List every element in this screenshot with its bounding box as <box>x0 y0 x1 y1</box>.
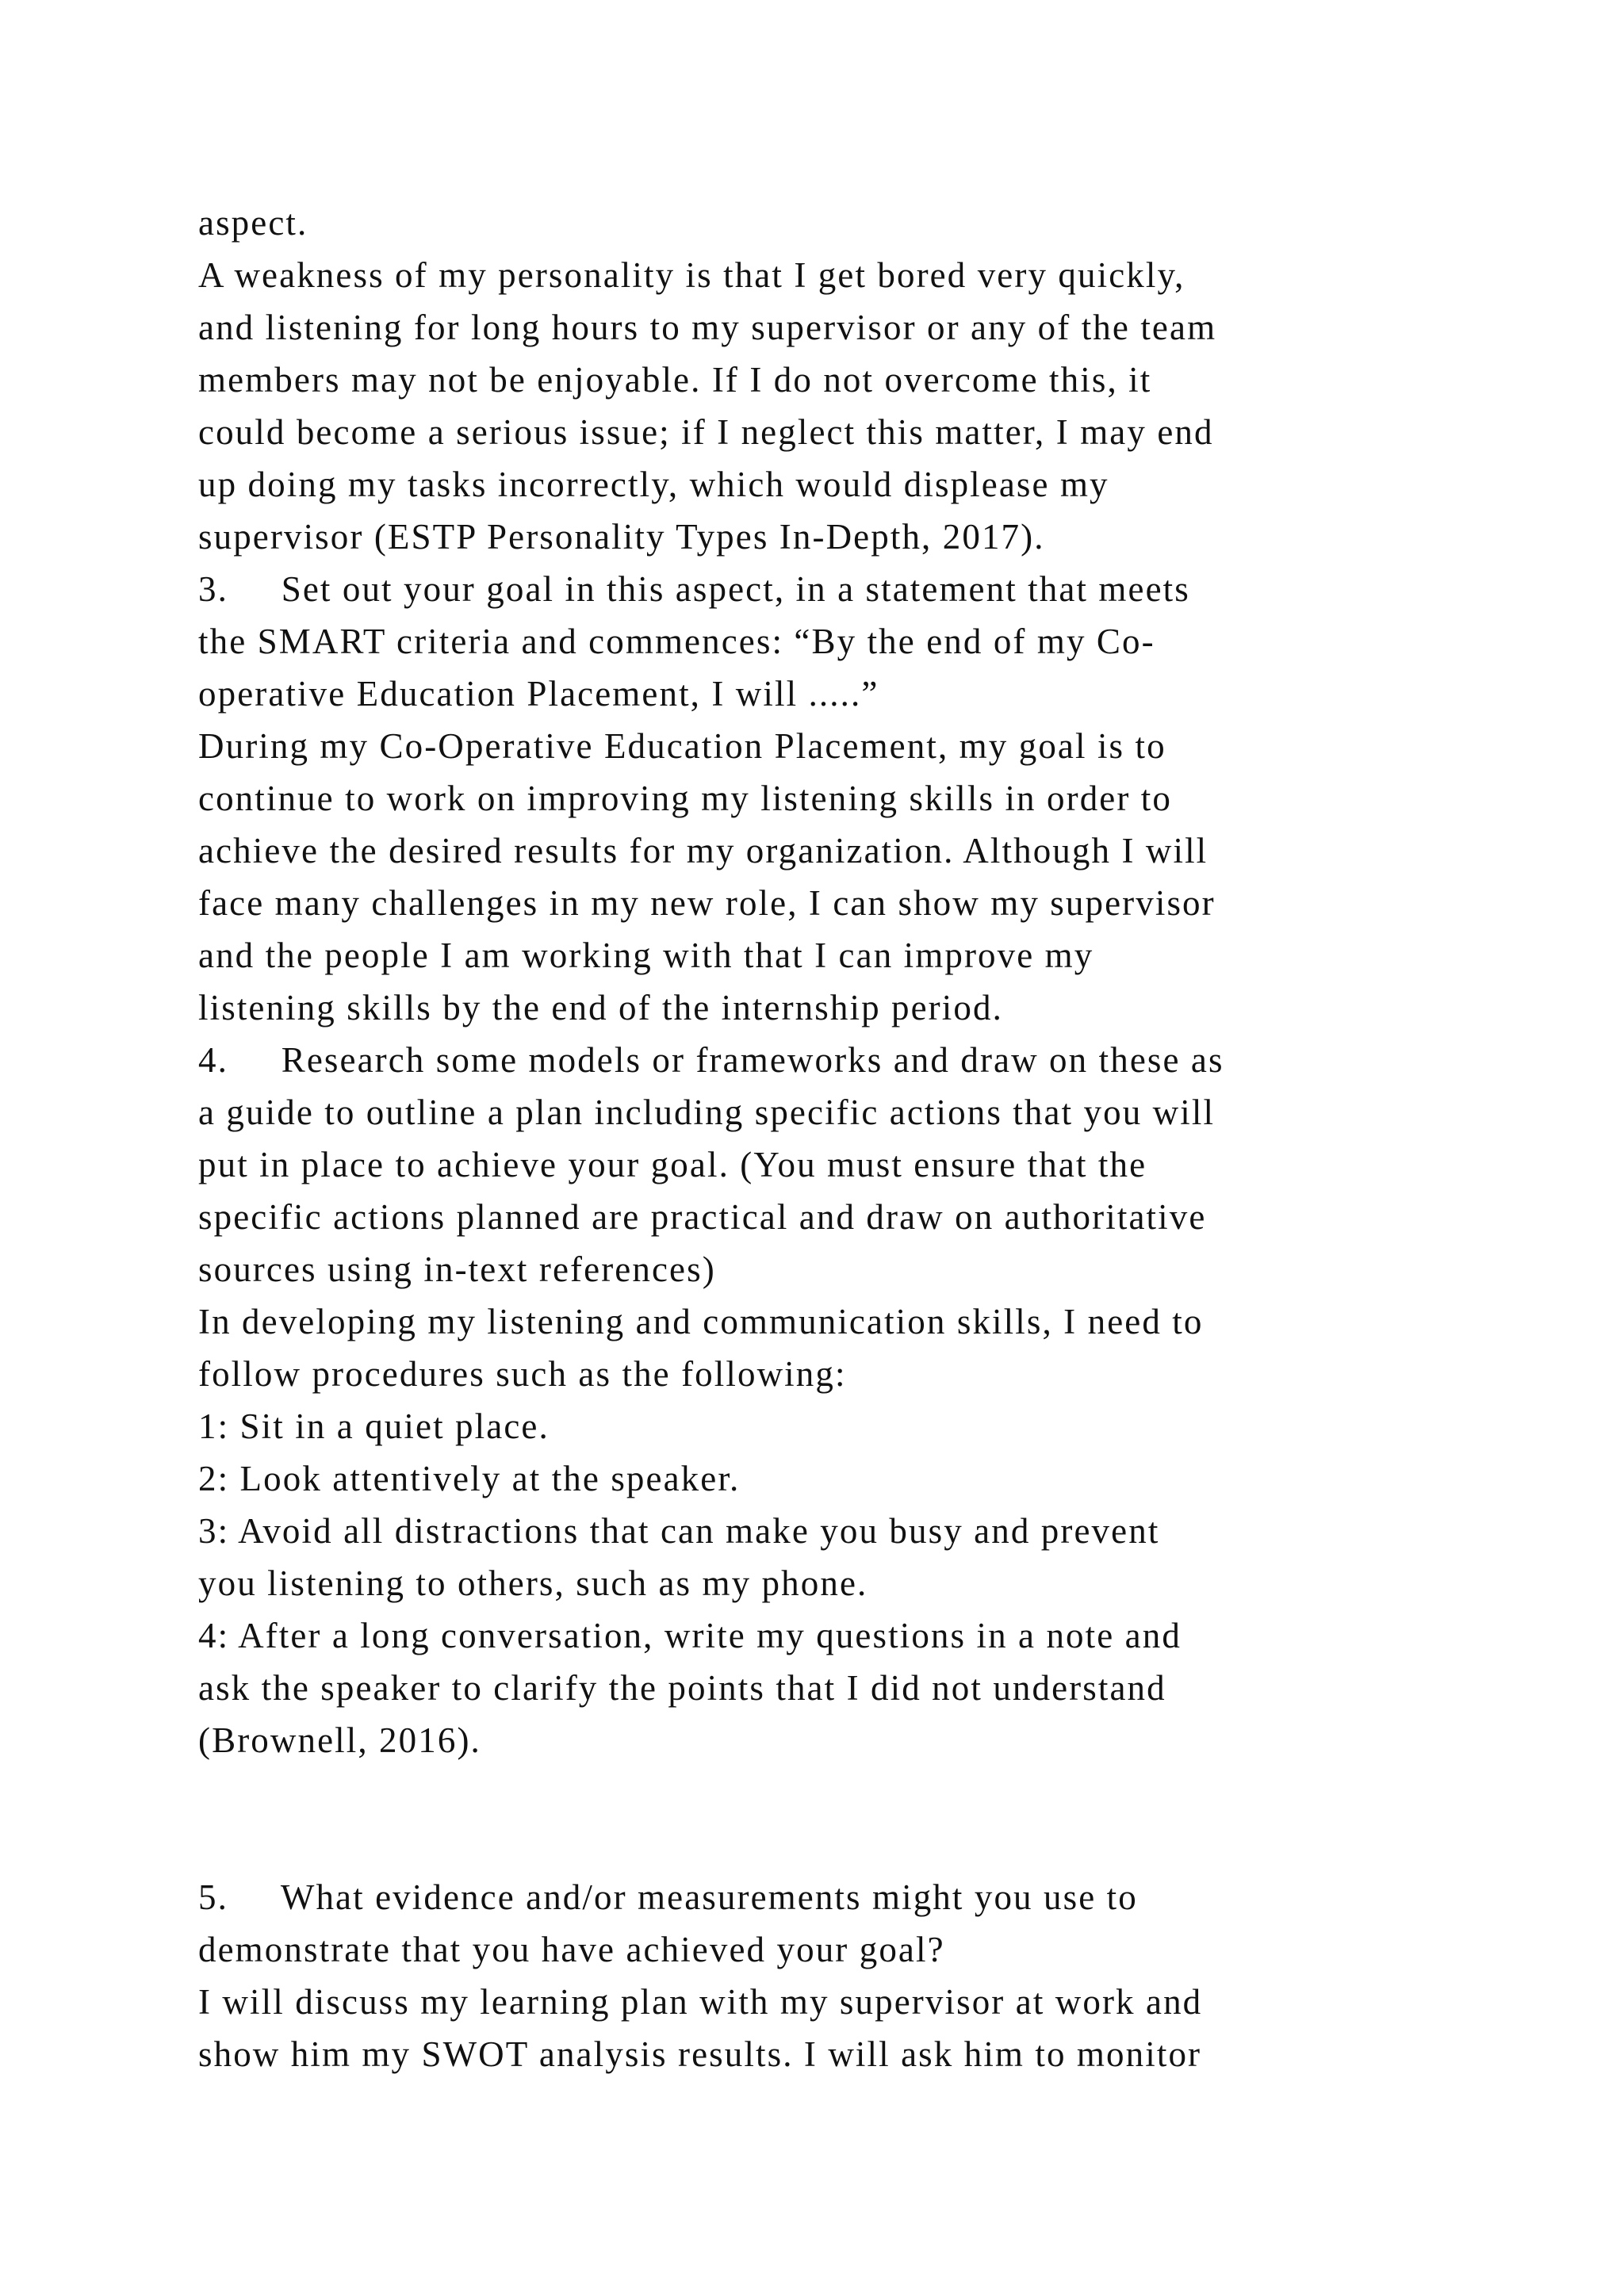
paragraph-gap <box>198 1766 1546 1871</box>
text-line: follow procedures such as the following: <box>198 1354 847 1394</box>
text-line: In developing my listening and communication skills, I need to <box>198 1302 1204 1341</box>
text-line: I will discuss my learning plan with my supervisor at work and <box>198 1982 1203 2022</box>
text-line: and the people I am working with that I can improve my <box>198 936 1094 975</box>
text-line: A weakness of my personality is that I get bored very quickly, <box>198 255 1185 295</box>
body-text <box>198 197 1546 2080</box>
text-line: listening skills by the end of the internship period. <box>198 988 1003 1027</box>
question-4-line: a guide to outline a plan including specific actions that you will <box>198 1093 1216 1132</box>
text-line: and listening for long hours to my supervisor or any of the team <box>198 308 1217 347</box>
list-item: 3: Avoid all distractions that can make you busy and prevent <box>198 1511 1160 1551</box>
question-4-line: 4. Research some models or frameworks and draw on these as <box>198 1040 1224 1080</box>
text-line: continue to work on improving my listening skills in order to <box>198 779 1173 818</box>
text-line: show him my SWOT analysis results. I will ask him to monitor <box>198 2034 1202 2074</box>
text-line: face many challenges in my new role, I can show my supervisor <box>198 883 1216 923</box>
text-line: aspect. <box>198 203 308 243</box>
list-item: 1: Sit in a quiet place. <box>198 1406 550 1446</box>
list-item: you listening to others, such as my phone. <box>198 1563 868 1603</box>
question-5-line: 5. What evidence and/or measurements might you use to <box>198 1877 1138 1917</box>
text-line: supervisor (ESTP Personality Types In-Depth, 2017). <box>198 517 1045 557</box>
question-4-line: put in place to achieve your goal. (You must ensure that the <box>198 1145 1147 1184</box>
text-line: up doing my tasks incorrectly, which would displease my <box>198 465 1109 504</box>
question-4-line: sources using in-text references) <box>198 1249 716 1289</box>
text-line: members may not be enjoyable. If I do not overcome this, it <box>198 360 1152 400</box>
list-item: ask the speaker to clarify the points that I did not understand <box>198 1668 1166 1708</box>
text-line: achieve the desired results for my organization. Although I will <box>198 831 1208 871</box>
text-line: During my Co-Operative Education Placement, my goal is to <box>198 726 1166 766</box>
list-item: 4: After a long conversation, write my questions in a note and <box>198 1616 1182 1655</box>
question-4-line: specific actions planned are practical and draw on authoritative <box>198 1197 1207 1237</box>
question-3-line: the SMART criteria and commences: “By the end of my Co- <box>198 622 1155 661</box>
list-item: 2: Look attentively at the speaker. <box>198 1459 741 1498</box>
citation-line: (Brownell, 2016). <box>198 1720 481 1760</box>
question-3-line: operative Education Placement, I will .....” <box>198 674 879 714</box>
text-line: could become a serious issue; if I neglect this matter, I may end <box>198 412 1214 452</box>
question-5-line: demonstrate that you have achieved your goal? <box>198 1930 945 1969</box>
question-3-line: 3. Set out your goal in this aspect, in a statement that meets <box>198 569 1190 609</box>
